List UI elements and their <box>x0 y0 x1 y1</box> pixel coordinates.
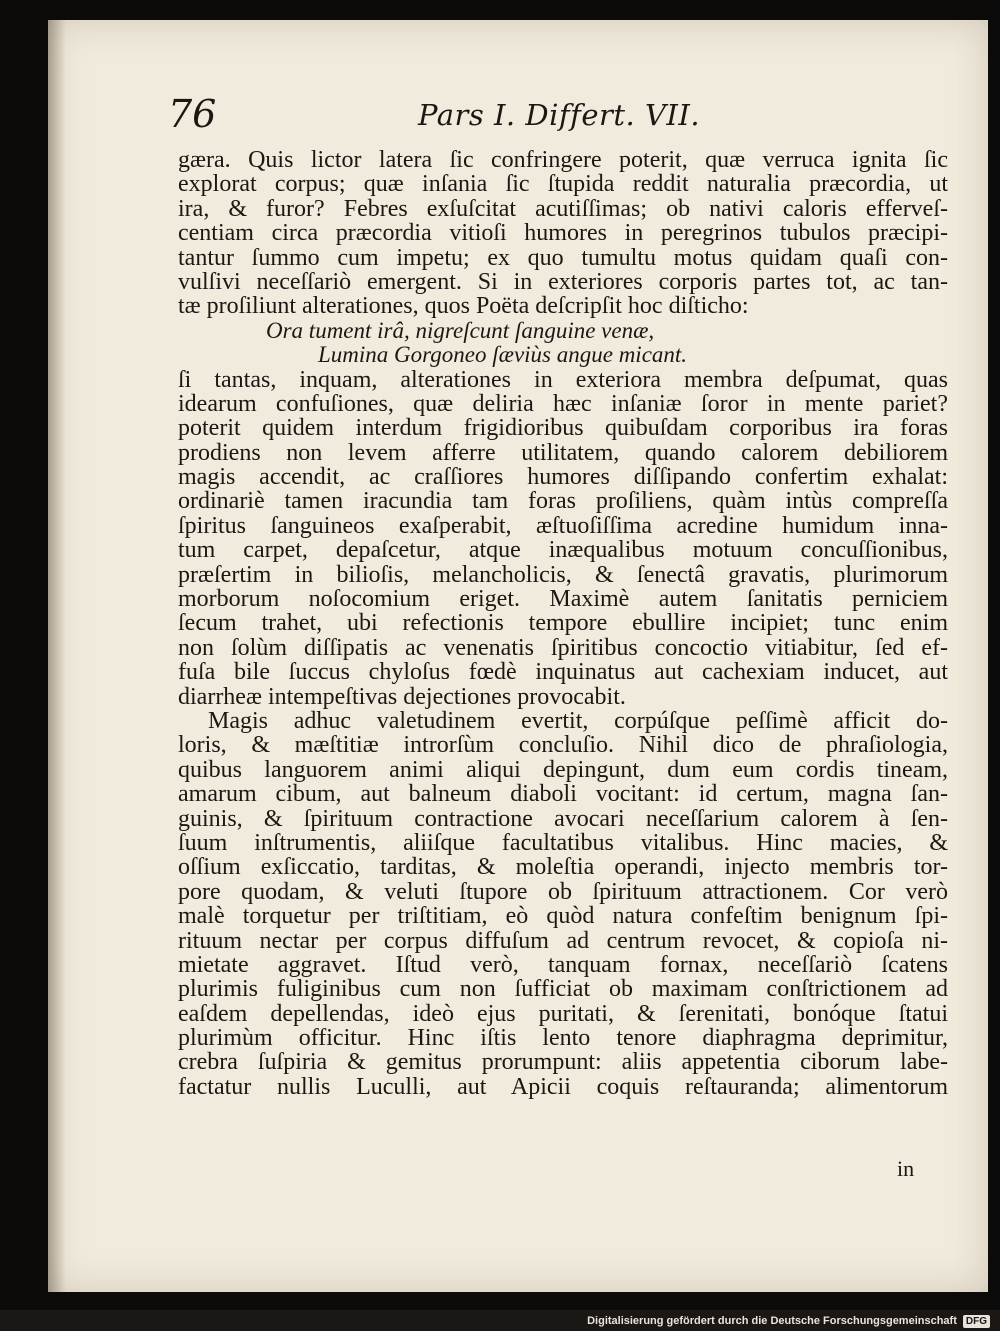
text-line: pore quodam, & veluti ſtupore ob ſpirituum attractionem. Cor verò <box>178 878 948 905</box>
verse-line: Ora tument irâ, nigreſcunt ſanguine venæ, <box>266 317 655 343</box>
text-line: idearum confuſiones, quæ deliria hæc inſaniæ ſoror in mente pariet? <box>178 390 948 417</box>
text-line: factatur nullis Luculli, aut Apicii coquis reſtauranda; alimentorum <box>178 1073 948 1100</box>
text-line: non ſolùm diſſipatis ac venenatis ſpiritibus concoctio vitiabitur, ſed ef- <box>178 634 948 661</box>
catchword: in <box>897 1156 915 1181</box>
text-line: diarrheæ intempeſtivas dejectiones provocabit. <box>178 683 626 710</box>
text-line: eaſdem depellendas, ideò ejus puritati, & ſerenitati, bonóque ſtatui <box>178 1000 948 1027</box>
text-line: crebra ſuſpiria & gemitus prorumpunt: aliis appetentia ciborum labe- <box>178 1049 948 1076</box>
text-line: mietate aggravet. Iſtud verò, tanquam fornax, neceſſariò ſcatens <box>178 951 948 978</box>
running-head: Pars I. Differt. VII. <box>418 98 701 132</box>
text-line: ordinariè tamen iracundia tam foras proſiliens, quàm intùs compreſſa <box>178 488 948 515</box>
text-line: ſpiritus ſanguineos exaſperabit, æſtuoſiſſima acredine humidum inna- <box>178 512 948 539</box>
text-line: gæra. Quis lictor latera ſic confringere poterit, quæ verruca ignita ſic <box>178 147 948 173</box>
text-line: tum carpet, depaſcetur, atque inæqualibus motuum concuſſionibus, <box>178 537 948 564</box>
text-line: oſſium exſiccatio, tarditas, & moleſtia operandi, injecto membris tor- <box>178 854 948 881</box>
text-line: malè torquetur per triſtitiam, eò quòd natura confeſtim benignum ſpi- <box>178 903 948 930</box>
page-number: 76 <box>168 92 217 136</box>
dfg-logo: DFG <box>963 1315 990 1328</box>
text-line: rituum nectar per corpus diffuſum ad centrum revocet, & copioſa ni- <box>178 927 948 954</box>
verse-line: Lumina Gorgoneo ſæviùs angue micant. <box>318 342 688 368</box>
digitization-footer <box>587 1313 990 1329</box>
text-line: centiam circa præcordia vitioſi humores in peregrinos tubulos præcipi- <box>178 220 948 247</box>
text-line: magis accendit, ac craſſiores humores diſſipando confertim exhalat: <box>178 464 948 491</box>
text-line: amarum cibum, aut balneum diaboli vocitant: id certum, magna ſan- <box>178 781 948 808</box>
text-line: ira, & furor? Febres exſuſcitat acutiſſimas; ob nativi caloris efferveſ- <box>178 195 948 222</box>
text-line: ſuum inſtrumentis, aliiſque facultatibus vitalibus. Hinc macies, & <box>178 829 948 856</box>
text-line: quibus languorem animi aliqui depingunt, dum eum cordis tineam, <box>178 756 948 783</box>
text-line: præſertim in bilioſis, melancholicis, & ſenectâ gravatis, plurimorum <box>178 561 948 588</box>
text-line: explorat corpus; quæ inſania ſic ſtupida reddit naturalia præcordia, ut <box>178 171 948 198</box>
text-line: guinis, & ſpirituum contractione avocari neceſſarium calorem à ſen- <box>178 805 948 832</box>
text-line: plurimis fuliginibus cum non ſufficiat ob maximam conſtrictionem ad <box>178 976 948 1003</box>
text-line: poterit quidem interdum frigidioribus quibuſdam corporibus ira foras <box>178 415 948 442</box>
text-line: tæ proſiliunt alterationes, quos Poëta deſcripſit hoc diſticho: <box>178 293 749 320</box>
text-line: morborum noſocomium eriget. Maximè autem ſanitatis perniciem <box>178 586 948 613</box>
text-line: prodiens non levem afferre utilitatem, quando calorem debiliorem <box>178 439 948 466</box>
text-line: loris, & mæſtitiæ introrſùm concluſio. Nihil dico de phraſiologia, <box>178 732 948 759</box>
page-header <box>168 92 938 142</box>
text-line: ſecum trahet, ubi refectionis tempore ebullire incipiet; tunc enim <box>178 610 948 637</box>
page-gutter-shadow <box>48 20 66 1292</box>
text-line: Magis adhuc valetudinem evertit, corpúſque peſſimè afficit do- <box>208 707 948 734</box>
footer-credit: Digitalisierung gefördert durch die Deutsche Forschungsgemeinschaft <box>587 1315 957 1327</box>
text-line: vulſivi neceſſariò emergent. Si in exteriores corporis partes tot, ac tan- <box>178 268 948 295</box>
text-line: fuſa bile ſuccus chyloſus fœdè inquinatus aut cachexiam inducet, aut <box>178 659 948 686</box>
text-line: ſi tantas, inquam, alterationes in exteriora membra deſpumat, quas <box>178 366 948 393</box>
text-line: tantur ſummo cum impetu; ex quo tumultu motus quidam quaſi con- <box>178 244 948 271</box>
text-line: plurimùm officitur. Hinc iſtis lento tenore diaphragma deprimitur, <box>178 1025 948 1052</box>
body-text <box>178 148 948 1099</box>
